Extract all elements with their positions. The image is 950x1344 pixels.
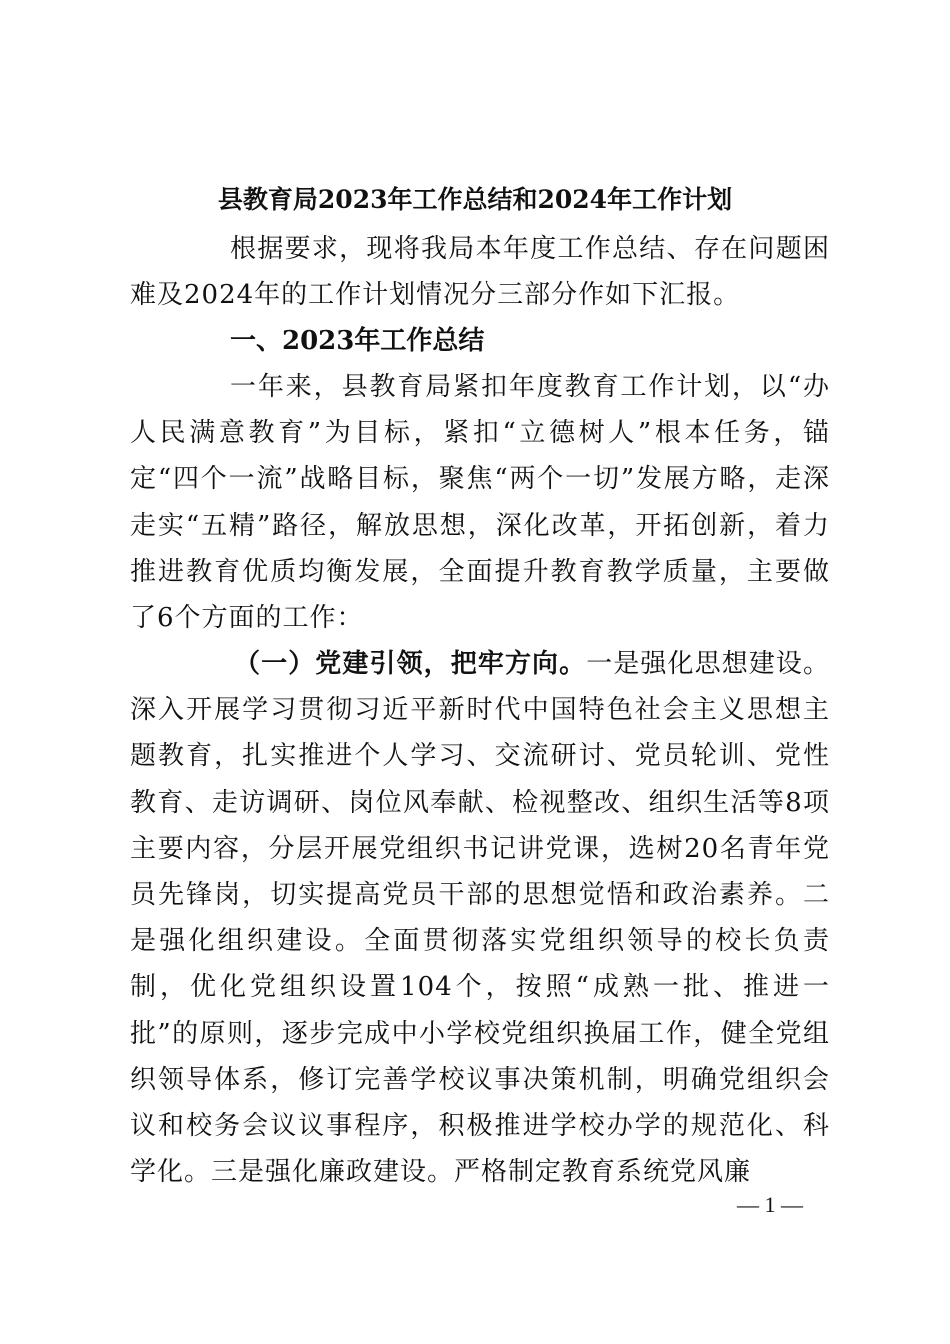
subsection-title: （一）党建引领，把牢方向。 <box>234 649 587 679</box>
summary-paragraph: 一年来，县教育局紧扣年度教育工作计划，以“办人民满意教育”为目标，紧扣“立德树人”根本任务，锚定“四个一流”战略目标，聚焦“两个一切”发展方略，走深走实“五精”路径，解放思想，深化改革，开拓创新，着力推进教育优质均衡发展，全面提升教育教学质量，主要做了6个方面的工作： <box>130 372 830 634</box>
page-number: — 1 — <box>737 1192 803 1217</box>
subsection-paragraph <box>130 641 830 1195</box>
document-title: 县教育局2023年工作总结和2024年工作计划 <box>217 185 733 214</box>
subsection-text: 一是强化思想建设。深入开展学习贯彻习近平新时代中国特色社会主义思想主题教育，扎实推进个人学习、交流研讨、党员轮训、党性教育、走访调研、岗位风奉献、检视整改、组织生活等8项主要内容，分层开展党组织书记讲党课，选树20名青年党员先锋岗，切实提高党员干部的思想觉悟和政治素养。二是强化组织建设。全面贯彻落实党组织领导的校长负责制，优化党组织设置104个，按照“成熟一批、推进一批”的原则，逐步完成中小学校党组织换届工作，健全党组织领导体系，修订完善学校议事决策机制，明确党组织会议和校务会议议事程序，积极推进学校办学的规范化、科学化。三是强化廉政建设。严格制定教育系统党风廉 <box>130 649 830 1188</box>
section-heading: 一、2023年工作总结 <box>230 326 485 356</box>
intro-paragraph: 根据要求，现将我局本年度工作总结、存在问题困难及2024年的工作计划情况分三部分作如下汇报。 <box>130 234 830 311</box>
